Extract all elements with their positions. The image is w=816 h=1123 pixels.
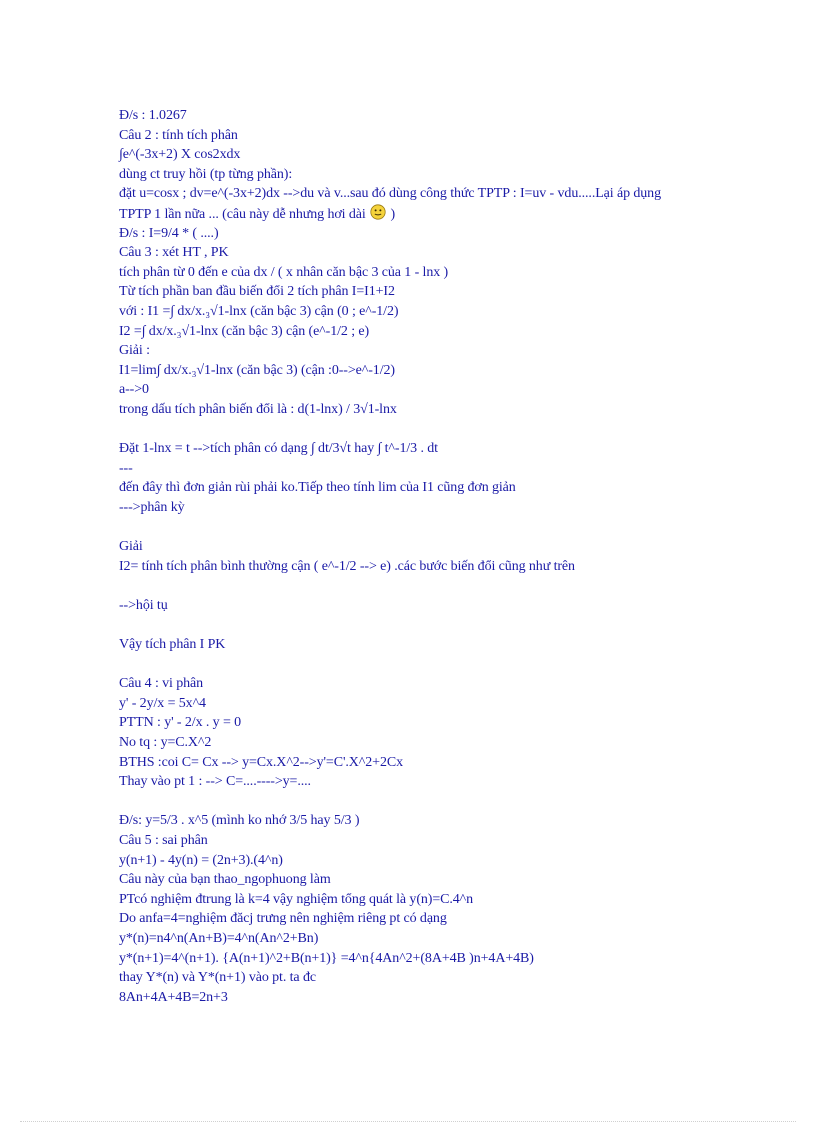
text-line: PTTN : y' - 2/x . y = 0 bbox=[119, 715, 242, 731]
text-line: Đ/s : 1.0267 bbox=[119, 108, 187, 123]
blank-line bbox=[119, 420, 779, 440]
text-line: PTcó nghiệm đtrung là k=4 vậy nghiệm tổng quát là y(n)=C.4^n bbox=[119, 891, 474, 907]
text-line: Từ tích phần ban đầu biến đổi 2 tích phân I=I1+I2 bbox=[119, 284, 395, 300]
text-line: No tq : y=C.X^2 bbox=[119, 735, 212, 750]
blank-line bbox=[119, 655, 779, 675]
text-line: y(n+1) - 4y(n) = (2n+3).(4^n) bbox=[119, 852, 283, 868]
text-line: đặt u=cosx ; dv=e^(-3x+2)dx -->du và v...sau đó dùng công thức TPTP : I=uv - vdu.....Lại áp dụng bbox=[119, 186, 661, 202]
text-line: với : I1 =∫ dx/x.₃√1-lnx (căn bậc 3) cận (0 ; e^-1/2) bbox=[119, 303, 399, 319]
text-line: I2 =∫ dx/x.₃√1-lnx (căn bậc 3) cận (e^-1/2 ; e) bbox=[119, 323, 370, 339]
smiley-icon bbox=[370, 204, 386, 220]
blank-line bbox=[119, 576, 779, 596]
text-line: trong dấu tích phân biến đổi là : d(1-lnx) / 3√1-lnx bbox=[119, 401, 397, 417]
text-line: Giải : bbox=[119, 343, 150, 359]
text-line bbox=[119, 204, 779, 224]
text-line: Câu 5 : sai phân bbox=[119, 832, 208, 848]
text-line: y*(n+1)=4^(n+1). {A(n+1)^2+B(n+1)} =4^n{4An^2+(8A+4B )n+4A+4B) bbox=[119, 950, 534, 966]
text-line: Câu 2 : tính tích phân bbox=[119, 127, 238, 143]
text-line: Đ/s : I=9/4 * ( ....) bbox=[119, 225, 219, 241]
text-line: dùng ct truy hồi (tp từng phần): bbox=[119, 166, 293, 182]
text-line: y' - 2y/x = 5x^4 bbox=[119, 695, 206, 711]
text-line: --- bbox=[119, 460, 133, 476]
blank-line bbox=[119, 517, 779, 537]
text-line: đến đây thì đơn giản rùi phải ko.Tiếp theo tính lim của I1 cũng đơn giản bbox=[119, 480, 516, 496]
text-line: y*(n)=n4^n(An+B)=4^n(An^2+Bn) bbox=[119, 930, 319, 946]
text-fragment: TPTP 1 lần nữa ... (câu này dễ nhưng hơi dài bbox=[119, 206, 366, 222]
text-line: Đặt 1-lnx = t -->tích phân có dạng ∫ dt/3√t hay ∫ t^-1/3 . dt bbox=[119, 441, 438, 457]
text-line: Câu 4 : vi phân bbox=[119, 676, 204, 692]
text-line: I2= tính tích phân bình thường cận ( e^-1/2 --> e) .các bước biến đổi cũng như trên bbox=[119, 558, 575, 574]
text-line: a-->0 bbox=[119, 382, 149, 398]
blank-line bbox=[119, 792, 779, 812]
text-line: tích phân từ 0 đến e của dx / ( x nhân căn bậc 3 của 1 - lnx ) bbox=[119, 264, 449, 280]
text-line: ∫e^(-3x+2) X cos2xdx bbox=[119, 147, 241, 163]
text-line: BTHS :coi C= Cx --> y=Cx.X^2-->y'=C'.X^2+2Cx bbox=[119, 754, 403, 770]
text-line: Câu 3 : xét HT , PK bbox=[119, 245, 229, 261]
blank-line bbox=[119, 615, 779, 635]
text-line: Vậy tích phân I PK bbox=[119, 637, 226, 653]
text-line: 8An+4A+4B=2n+3 bbox=[119, 989, 228, 1005]
text-line: -->hội tụ bbox=[119, 597, 168, 613]
text-line: Giải bbox=[119, 539, 143, 555]
text-line: Do anfa=4=nghiệm đăcj trưng nên nghiệm riêng pt có dạng bbox=[119, 911, 447, 927]
text-line: thay Y*(n) và Y*(n+1) vào pt. ta đc bbox=[119, 970, 316, 986]
text-line: Đ/s: y=5/3 . x^5 (mình ko nhớ 3/5 hay 5/3 ) bbox=[119, 813, 360, 829]
document-body bbox=[119, 106, 779, 1007]
text-line: Câu này của bạn thao_ngophuong làm bbox=[119, 872, 331, 888]
page-bottom-divider bbox=[20, 1121, 796, 1122]
text-line: Thay vào pt 1 : --> C=....---->y=.... bbox=[119, 774, 311, 790]
text-fragment: ) bbox=[390, 206, 396, 222]
text-line: --->phân kỳ bbox=[119, 499, 185, 515]
text-line: I1=lim∫ dx/x.₃√1-lnx (căn bậc 3) (cận :0-->e^-1/2) bbox=[119, 362, 395, 378]
